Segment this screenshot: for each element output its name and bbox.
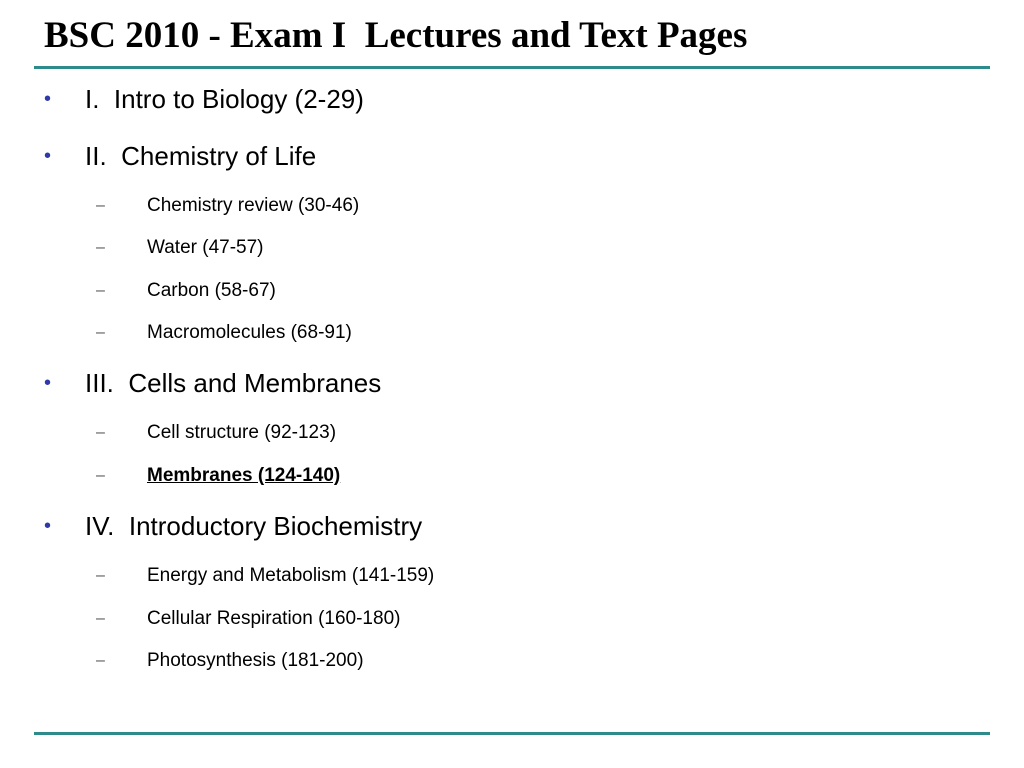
dash-icon: – xyxy=(96,324,105,341)
dash-icon: – xyxy=(96,197,105,214)
dash-icon: – xyxy=(96,652,105,669)
subitem-label: Water (47-57) xyxy=(147,237,264,258)
footer-divider xyxy=(34,732,990,735)
subitem-label: Macromolecules (68-91) xyxy=(147,322,352,343)
subitem-carbon xyxy=(96,278,276,304)
subitem-membranes xyxy=(96,463,340,489)
outline-item-label: II. Chemistry of Life xyxy=(85,141,317,171)
subitem-label: Cell structure (92-123) xyxy=(147,422,337,443)
dash-icon: – xyxy=(96,282,105,299)
outline-item-label: I. Intro to Biology (2-29) xyxy=(85,84,364,114)
bullet-icon: • xyxy=(44,515,52,537)
bullet-icon: • xyxy=(44,372,52,394)
subitem-macromolecules xyxy=(96,320,352,346)
outline-item-chemistry xyxy=(44,139,316,173)
subitem-label: Carbon (58-67) xyxy=(147,280,276,301)
bullet-icon: • xyxy=(44,88,52,110)
outline-item-cells xyxy=(44,366,381,400)
outline-item-label: IV. Introductory Biochemistry xyxy=(85,511,423,541)
subitem-label: Cellular Respiration (160-180) xyxy=(147,608,401,629)
outline-item-biochemistry xyxy=(44,509,422,543)
subitem-energy-metabolism xyxy=(96,563,434,589)
slide-title: BSC 2010 - Exam I Lectures and Text Pages xyxy=(44,15,748,56)
outline-item-label: III. Cells and Membranes xyxy=(85,368,382,398)
dash-icon: – xyxy=(96,239,105,256)
subitem-label: Chemistry review (30-46) xyxy=(147,195,360,216)
subitem-cellular-respiration xyxy=(96,606,400,632)
subitem-label-highlighted: Membranes (124-140) xyxy=(147,465,341,486)
dash-icon: – xyxy=(96,424,105,441)
bullet-icon: • xyxy=(44,145,52,167)
dash-icon: – xyxy=(96,610,105,627)
dash-icon: – xyxy=(96,567,105,584)
subitem-water xyxy=(96,235,264,261)
subitem-cell-structure xyxy=(96,420,336,446)
outline-item-intro xyxy=(44,82,364,116)
subitem-photosynthesis xyxy=(96,648,364,674)
dash-icon: – xyxy=(96,467,105,484)
subitem-label: Photosynthesis (181-200) xyxy=(147,650,364,671)
subitem-chemistry-review xyxy=(96,193,359,219)
subitem-label: Energy and Metabolism (141-159) xyxy=(147,565,435,586)
